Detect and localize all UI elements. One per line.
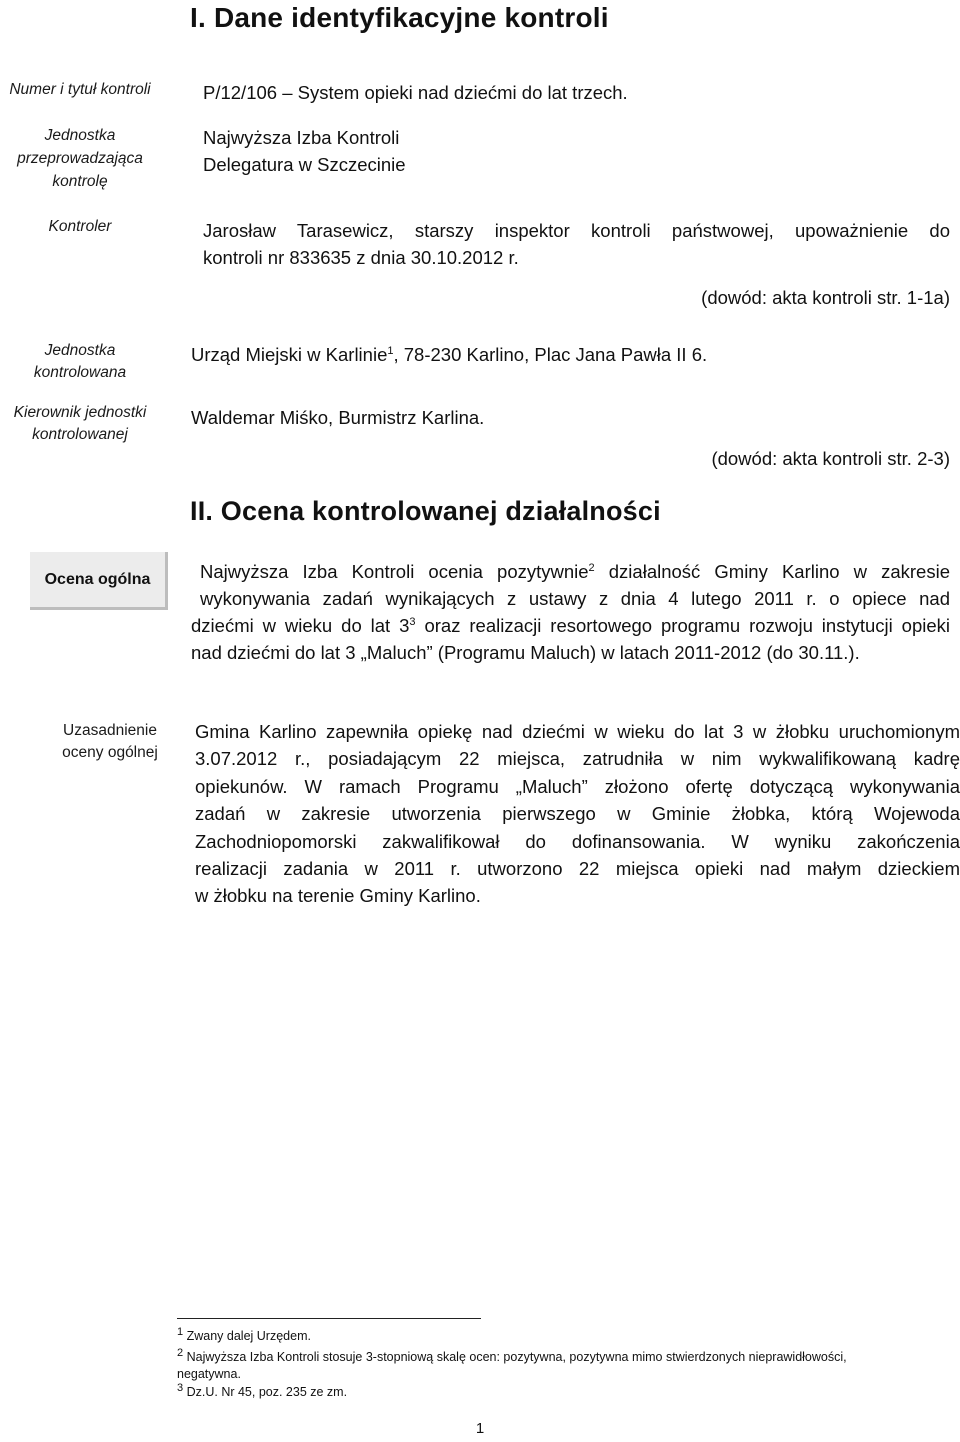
label-line: Jednostka [44,127,116,144]
label-line: przeprowadzająca [17,150,143,167]
footnote-3 [177,1381,960,1401]
footnote-number: 2 [177,1346,184,1359]
uzasadnienie-line: 3.07.2012 r., posiadającym 22 miejsca, zatrudniła w nim wykwalifikowaną kadrę [195,748,960,770]
uzasadnienie-line: realizacji zadania w 2011 r. utworzono 22 miejsca opieki nad małym dzieckiem [195,858,960,880]
ocena-ogolna-text [191,558,950,666]
label-kierownik [0,402,160,446]
footnote-number: 3 [177,1381,184,1394]
footnote-ref-1: 1 [387,344,394,357]
value-line: Jarosław Tarasewicz, starszy inspektor kontroli państwowej, upoważnienie do [203,220,950,241]
label-line: kontrolowanej [32,426,128,443]
ocena-text: działalność Gminy Karlino w zakresie [594,561,950,582]
footnote-separator [177,1318,481,1319]
footnote-number: 1 [177,1325,184,1338]
value-jednostka-przeprowadzajaca [203,124,406,178]
label-line: Uzasadnienie [63,722,157,739]
label-line: Jednostka [44,342,116,359]
ocena-line [191,612,950,639]
ocena-text: Najwyższa Izba Kontroli ocenia pozytywnie [200,561,589,582]
footnote-ref-3: 3 [409,615,416,628]
section-heading-1: I. Dane identyfikacyjne kontroli [190,2,609,33]
label-jednostka-przeprowadzajaca [0,124,160,193]
evidence-kontroler: (dowód: akta kontroli str. 1-1a) [701,287,950,308]
label-line: kontrolowana [33,364,127,381]
label-uzasadnienie [30,720,190,764]
label-numer-kontroli: Numer i tytuł kontroli [9,81,151,98]
footnote-text: Najwyższa Izba Kontroli stosuje 3-stopniową skalę ocen: pozytywna, pozytywna mimo stwierdzonych nieprawidłowości, [183,1350,847,1364]
value-line: Najwyższa Izba Kontroli [203,127,400,148]
label-kontroler: Kontroler [48,218,112,235]
ocena-text: oraz realizacji resortowego programu rozwoju instytucji opieki [415,615,950,636]
value-numer-kontroli: P/12/106 – System opieki nad dziećmi do lat trzech. [203,82,628,103]
uzasadnienie-line: Gmina Karlino zapewniła opiekę nad dziećmi w wieku do lat 3 w żłobku uruchomionym [195,721,960,742]
uzasadnienie-text [195,718,960,910]
value-text: Urząd Miejski w Karlinie [191,344,388,365]
value-line: kontroli nr 833635 z dnia 30.10.2012 r. [203,247,519,268]
footnote-line [177,1346,960,1366]
ocena-line [191,558,950,585]
uzasadnienie-line: w żłobku na terenie Gminy Karlino. [195,885,481,907]
label-line: kontrolę [52,173,108,190]
value-text: , 78-230 Karlino, Plac Jana Pawła II 6. [393,344,708,365]
uzasadnienie-line: zadań w zakresie utworzenia pierwszego w Gminie żłobka, którą Wojewoda [195,803,960,825]
label-line: Kierownik jednostki [13,404,147,421]
value-kierownik: Waldemar Miśko, Burmistrz Karlina. [191,407,485,428]
footnote-ref-2: 2 [588,561,595,574]
uzasadnienie-line: Zachodniopomorski zakwalifikował do dofinansowania. W wyniku zakończenia [195,830,960,852]
section-heading-2: II. Ocena kontrolowanej działalności [190,496,661,526]
ocena-line: wykonywania zadań wynikających z ustawy z dnia 4 lutego 2011 r. o opiece nad [200,588,950,609]
value-kontroler [203,217,950,271]
label-jednostka-kontrolowana [0,340,160,384]
footnote-text: Zwany dalej Urzędem. [183,1329,311,1343]
ocena-ogolna-label: Ocena ogólna [30,552,168,610]
footnote-line: negatywna. [177,1367,241,1381]
page-number: 1 [475,1420,485,1437]
uzasadnienie-line: opiekunów. W ramach Programu „Maluch” złożono ofertę dotyczącą wykonywania [195,775,960,797]
ocena-line: nad dziećmi do lat 3 „Maluch” (Programu Maluch) w latach 2011-2012 (do 30.11.). [191,642,860,663]
value-jednostka-kontrolowana [191,341,707,368]
footnote-text: Dz.U. Nr 45, poz. 235 ze zm. [183,1385,348,1399]
footnote-2 [177,1346,960,1383]
value-line: Delegatura w Szczecinie [203,154,406,175]
ocena-text: dziećmi w wieku do lat 3 [191,615,410,636]
label-line: oceny ogólnej [62,744,158,761]
evidence-kierownik: (dowód: akta kontroli str. 2-3) [711,448,950,469]
footnote-1 [177,1325,960,1345]
